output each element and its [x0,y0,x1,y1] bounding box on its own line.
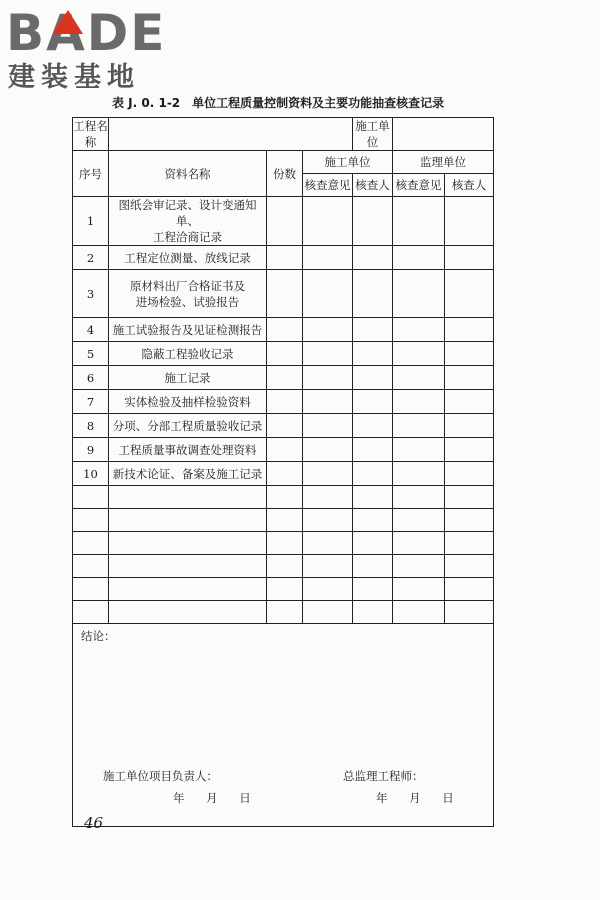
table-row [73,246,494,270]
supervisor-opinion-cell[interactable] [393,270,445,318]
row-seq: 5 [73,342,109,366]
supervisor-date: 年 月 日 [376,791,454,805]
blank-cell[interactable] [445,509,494,532]
contractor-checker-cell[interactable] [353,390,393,414]
blank-cell[interactable] [303,578,353,601]
contractor-checker-cell[interactable] [353,270,393,318]
col-copies-header: 份数 [267,151,303,197]
blank-cell[interactable] [267,555,303,578]
supervisor-opinion-cell[interactable] [393,318,445,342]
blank-row [73,555,494,578]
row-doc-name-line: 施工记录 [164,370,211,385]
row-doc-name-line: 进场检验、试验报告 [135,294,240,309]
row-doc-name-line: 分项、分部工程质量验收记录 [112,418,263,433]
blank-cell[interactable] [393,532,445,555]
bade-logo [6,6,176,98]
row-doc-name-line: 实体检验及抽样检验资料 [124,394,251,409]
blank-cell[interactable] [73,509,109,532]
project-name-label: 工程名称 [73,119,108,149]
row-doc-name-line: 工程定位测量、放线记录 [124,250,251,265]
contractor-opinion-cell[interactable] [303,366,353,390]
supervisor-checker-cell[interactable] [445,197,494,246]
row-doc-name [109,438,267,462]
supervisor-checker-cell[interactable] [445,438,494,462]
row-seq: 2 [73,246,109,270]
copies-cell[interactable] [267,270,303,318]
copies-cell[interactable] [267,246,303,270]
logo-subtitle: 建装基地 [8,62,140,93]
blank-cell[interactable] [303,601,353,624]
row-doc-name [109,342,267,366]
blank-cell[interactable] [393,578,445,601]
blank-cell[interactable] [73,601,109,624]
row-doc-name [109,270,267,318]
col-doc-name-header: 资料名称 [109,151,267,197]
conclusion-area[interactable] [73,624,494,827]
copies-cell[interactable] [267,462,303,486]
table-row [73,366,494,390]
row-seq: 4 [73,318,109,342]
row-seq: 3 [73,270,109,318]
row-doc-name [109,390,267,414]
row-doc-name-line: 图纸会审记录、设计变通知单、 [118,198,257,228]
blank-cell[interactable] [303,509,353,532]
blank-cell[interactable] [393,509,445,532]
blank-cell[interactable] [73,532,109,555]
contractor-opinion-cell[interactable] [303,197,353,246]
quality-control-record-table [72,117,494,827]
blank-cell[interactable] [393,555,445,578]
contractor-checker-cell[interactable] [353,197,393,246]
column-header-row [73,151,494,174]
col-supervisor-checker-header: 核查人 [445,174,494,197]
row-seq: 1 [73,197,109,246]
row-doc-name-line: 新技术论证、备案及施工记录 [112,466,263,481]
row-doc-name-line: 工程洽商记录 [153,230,222,244]
row-doc-name [109,414,267,438]
row-doc-name-line: 工程质量事故调查处理资料 [118,442,257,457]
contractor-label: 施工单位 [353,118,393,151]
project-name-field[interactable] [109,118,353,151]
page-number: 46 [84,814,104,832]
table-caption [112,94,444,111]
blank-cell[interactable] [267,578,303,601]
col-contractor-opinion-header: 核查意见 [303,174,353,197]
blank-cell[interactable] [445,578,494,601]
row-doc-name-line: 原材料出厂合格证书及 [130,278,245,293]
supervisor-checker-cell[interactable] [445,246,494,270]
copies-cell[interactable] [267,438,303,462]
row-doc-name [109,318,267,342]
contractor-opinion-cell[interactable] [303,342,353,366]
contractor-opinion-cell[interactable] [303,246,353,270]
blank-cell[interactable] [303,555,353,578]
blank-cell[interactable] [109,509,267,532]
supervisor-checker-cell[interactable] [445,342,494,366]
row-seq: 9 [73,438,109,462]
copies-cell[interactable] [267,342,303,366]
copies-cell[interactable] [267,318,303,342]
blank-cell[interactable] [109,601,267,624]
row-seq: 6 [73,366,109,390]
table-number: 表 J. 0. 1-2 [112,96,181,110]
row-doc-name [109,197,267,246]
contractor-opinion-cell[interactable] [303,270,353,318]
supervisor-opinion-cell[interactable] [393,197,445,246]
col-contractor-checker-header: 核查人 [353,174,393,197]
blank-row [73,601,494,624]
table-row [73,438,494,462]
blank-row [73,532,494,555]
supervisor-checker-cell[interactable] [445,390,494,414]
contractor-checker-cell[interactable] [353,318,393,342]
supervisor-opinion-cell[interactable] [393,366,445,390]
table-row [73,270,494,318]
supervisor-checker-cell[interactable] [445,414,494,438]
contractor-manager-signature-label: 施工单位项目负责人： [103,769,218,783]
supervisor-opinion-cell[interactable] [393,414,445,438]
conclusion-row [73,624,494,827]
row-doc-name-line: 隐蔽工程验收记录 [141,346,234,361]
contractor-checker-cell[interactable] [353,342,393,366]
chief-supervisor-signature-label: 总监理工程师： [343,769,424,783]
table-row [73,318,494,342]
contractor-opinion-cell[interactable] [303,462,353,486]
supervisor-opinion-cell[interactable] [393,342,445,366]
supervisor-checker-cell[interactable] [445,318,494,342]
supervisor-opinion-cell[interactable] [393,390,445,414]
row-doc-name-line: 施工试验报告及见证检测报告 [112,322,263,337]
contractor-date: 年 月 日 [173,791,251,805]
contractor-field[interactable] [393,118,494,151]
supervisor-checker-cell[interactable] [445,270,494,318]
contractor-opinion-cell[interactable] [303,438,353,462]
supervisor-opinion-cell[interactable] [393,438,445,462]
copies-cell[interactable] [267,414,303,438]
row-seq: 8 [73,414,109,438]
blank-cell[interactable] [109,486,267,509]
blank-cell[interactable] [445,532,494,555]
table-title: 单位工程质量控制资料及主要功能抽查核查记录 [192,96,445,110]
blank-cell[interactable] [267,601,303,624]
blank-cell[interactable] [109,578,267,601]
header-project-row [73,118,494,151]
contractor-checker-cell[interactable] [353,414,393,438]
table-row [73,462,494,486]
blank-row [73,509,494,532]
row-doc-name [109,462,267,486]
table-row [73,414,494,438]
blank-cell[interactable] [267,509,303,532]
row-seq: 7 [73,390,109,414]
blank-cell[interactable] [267,486,303,509]
supervisor-checker-cell[interactable] [445,462,494,486]
blank-cell[interactable] [73,486,109,509]
blank-cell[interactable] [303,486,353,509]
blank-cell[interactable] [445,555,494,578]
blank-cell[interactable] [109,532,267,555]
col-supervisor-group-header: 监理单位 [393,151,494,174]
blank-cell[interactable] [267,532,303,555]
blank-cell[interactable] [353,578,393,601]
contractor-opinion-cell[interactable] [303,414,353,438]
supervisor-opinion-cell[interactable] [393,462,445,486]
col-contractor-group-header: 施工单位 [303,151,393,174]
col-supervisor-opinion-header: 核查意见 [393,174,445,197]
contractor-checker-cell[interactable] [353,462,393,486]
blank-cell[interactable] [353,601,393,624]
blank-cell[interactable] [353,532,393,555]
contractor-checker-cell[interactable] [353,438,393,462]
row-doc-name [109,246,267,270]
blank-cell[interactable] [73,578,109,601]
blank-cell[interactable] [303,532,353,555]
contractor-opinion-cell[interactable] [303,318,353,342]
supervisor-opinion-cell[interactable] [393,246,445,270]
row-seq: 10 [73,462,109,486]
blank-cell[interactable] [445,486,494,509]
supervisor-checker-cell[interactable] [445,366,494,390]
logo-text: BADE [6,4,167,62]
copies-cell[interactable] [267,390,303,414]
table-row [73,342,494,366]
contractor-checker-cell[interactable] [353,366,393,390]
conclusion-label: 结论： [81,629,116,643]
blank-cell[interactable] [73,555,109,578]
blank-cell[interactable] [353,509,393,532]
contractor-checker-cell[interactable] [353,246,393,270]
copies-cell[interactable] [267,197,303,246]
table-row [73,197,494,246]
blank-row [73,486,494,509]
blank-cell[interactable] [393,601,445,624]
blank-cell[interactable] [353,555,393,578]
logo-triangle-icon [53,10,83,34]
contractor-opinion-cell[interactable] [303,390,353,414]
table-row [73,390,494,414]
blank-cell[interactable] [393,486,445,509]
copies-cell[interactable] [267,366,303,390]
blank-cell[interactable] [445,601,494,624]
blank-cell[interactable] [109,555,267,578]
col-seq-header: 序号 [73,151,109,197]
blank-cell[interactable] [353,486,393,509]
blank-row [73,578,494,601]
row-doc-name [109,366,267,390]
